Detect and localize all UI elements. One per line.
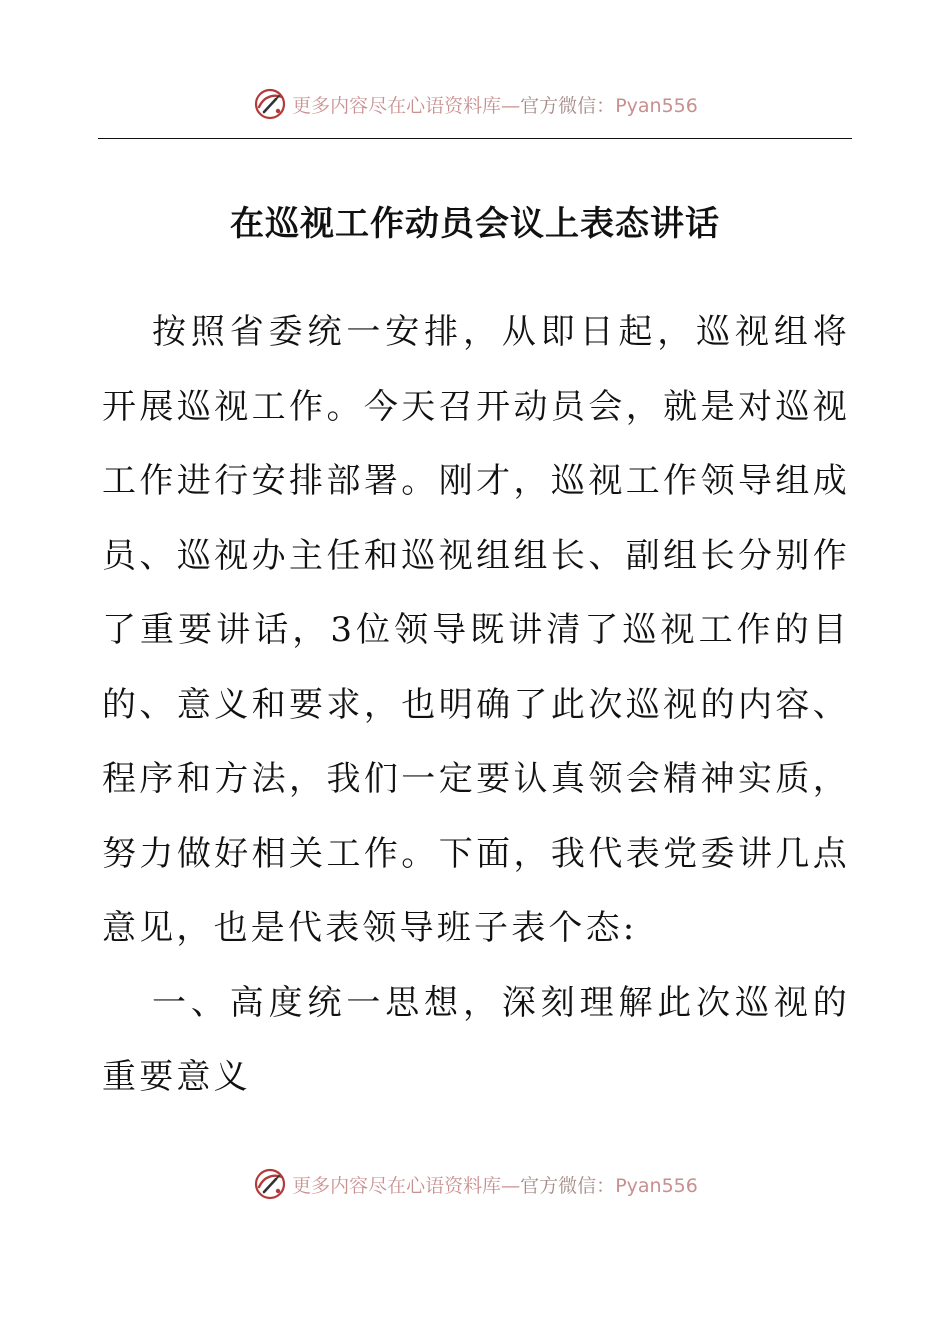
document-body <box>102 295 850 1115</box>
footer-watermark <box>0 1162 950 1206</box>
header-divider <box>98 138 852 139</box>
brand-logo-icon <box>252 1166 288 1202</box>
header-watermark <box>0 82 950 126</box>
watermark-wechat-label: 官方微信： <box>520 94 616 117</box>
watermark-wechat-id: Pyan556 <box>615 1174 698 1197</box>
document-title: 在巡视工作动员会议上表态讲话 <box>230 204 720 244</box>
watermark-wechat-id: Pyan556 <box>615 94 698 117</box>
watermark-wechat-label: 官方微信： <box>520 1174 616 1197</box>
watermark-dash: — <box>501 1174 521 1197</box>
watermark-text <box>292 1171 698 1198</box>
watermark-main-text: 更多内容尽在心语资料库 <box>292 94 502 117</box>
brand-logo-icon <box>252 86 288 122</box>
paragraph-intro: 按照省委统一安排，从即日起，巡视组将开展巡视工作。今天召开动员会，就是对巡视工作进行安排部署。刚才，巡视工作领导组成员、巡视办主任和巡视组组长、副组长分别作了重要讲话，3位领导既讲清了巡视工作的目的、意义和要求，也明确了此次巡视的内容、程序和方法，我们一定要认真领会精神实质，努力做好相关工作。下面，我代表党委讲几点意见，也是代表领导班子表个态: <box>102 312 850 948</box>
paragraph-section-heading: 一、高度统一思想，深刻理解此次巡视的重要意义 <box>102 982 850 1097</box>
watermark-text <box>292 91 698 118</box>
watermark-dash: — <box>501 94 521 117</box>
watermark-main-text: 更多内容尽在心语资料库 <box>292 1174 502 1197</box>
